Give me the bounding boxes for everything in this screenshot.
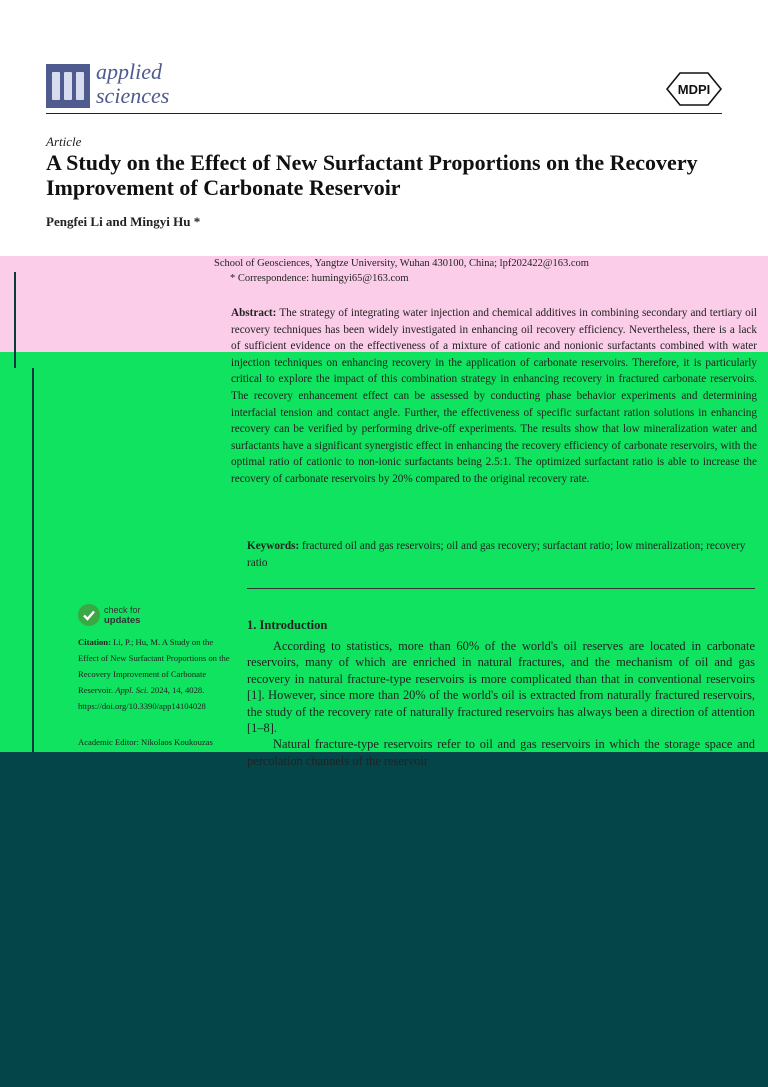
introduction-paragraph-1: According to statistics, more than 60% of the world's oil reserves are located in carbonate reservoirs, many of which are enriched in natural fractures, and the mechanism of oil and gas recovery in natural fracture-type reservoirs is more complicated than that in conventional reservoirs [1]. However, since more than 20% of the world's oil is extracted from naturally fractured reservoirs, the study of the recovery rate of naturally fractured reservoirs has always been a direction of attention [1–8]. — [247, 639, 755, 736]
section-divider — [247, 588, 755, 589]
section-heading-introduction: 1. Introduction — [247, 618, 328, 632]
introduction-paragraph-2: Natural fracture-type reservoirs refer to oil and gas reservoirs in which the storage space and percolation channels of the reservoir — [247, 737, 755, 768]
abstract-text: The strategy of integrating water injection and chemical additives in combining secondary and tertiary oil recovery techniques has been widely investigated in enhancing oil recovery efficiency. Nevertheless, there is a lack of sufficient evidence on the effectiveness of a mixture of cationic and nonionic surfactants combined with water injection techniques on enhancing recovery in the application of carbonate reservoirs. Therefore, it is particularly critical to explore the impact of this combination strategy in enhancing recovery in fractured carbonate reservoirs. The recovery enhancement effect can be assessed by conducting phase behavior experiments and determining interfacial tension and contact angle. Further, the effectiveness of specific surfactant ration solutions in enhancing recovery can be verified by performing drive-off experiments. The results show that low mineralization water and surfactants have a significant synergistic effect in enhancing the recovery efficiency of carbonate reservoirs, with the optimal ratio of cationic to non-ionic surfactants being 2.5:1. The optimized surfactant ratio is able to increase the recovery of carbonate reservoirs by 20% compared to the original recovery rate. — [231, 307, 757, 485]
citation-label: Citation: — [78, 637, 111, 647]
citation — [78, 634, 234, 714]
article-type: Article — [46, 134, 82, 149]
introduction-body — [247, 638, 755, 769]
citation-details[interactable]: 2024, 14, 4028. https://doi.org/10.3390/app14104028 — [78, 685, 206, 711]
keywords-text: fractured oil and gas reservoirs; oil and gas recovery; surfactant ratio; low mineralization; recovery ratio — [247, 540, 746, 569]
journal-name: applied sciences — [96, 59, 170, 108]
academic-editor: Academic Editor: Nikolaos Koukouzas — [78, 737, 213, 747]
affiliation: School of Geosciences, Yangtze University, Wuhan 430100, China; lpf202422@163.com — [214, 258, 589, 269]
abstract — [231, 305, 757, 488]
overlay-edge-line — [14, 272, 16, 368]
publisher-logo — [666, 72, 722, 106]
header-divider — [46, 113, 722, 114]
citation-text: Li, P.; Hu, M. A Study on the Effect of New Surfactant Proportions on the Recovery Improvement of Carbonate Reservoir. — [78, 637, 230, 695]
journal-logo — [46, 64, 90, 108]
citation-journal: Appl. Sci. — [115, 685, 149, 695]
keywords — [247, 538, 757, 571]
overlay-edge-line — [32, 368, 34, 752]
authors: Pengfei Li and Mingyi Hu * — [46, 214, 201, 229]
abstract-label: Abstract: — [231, 307, 277, 319]
correspondence: * Correspondence: humingyi65@163.com — [230, 273, 409, 284]
publisher-name: MDPI — [677, 82, 711, 97]
article-title: A Study on the Effect of New Surfactant Proportions on the Recovery Improvement of Carbonate Reservoir — [46, 150, 698, 200]
check-updates-line1: check for — [104, 605, 141, 615]
keywords-label: Keywords: — [247, 540, 300, 552]
overlay-band-dark — [0, 752, 768, 1087]
check-updates-line2: updates — [104, 615, 141, 626]
checkmark-icon — [78, 604, 100, 626]
